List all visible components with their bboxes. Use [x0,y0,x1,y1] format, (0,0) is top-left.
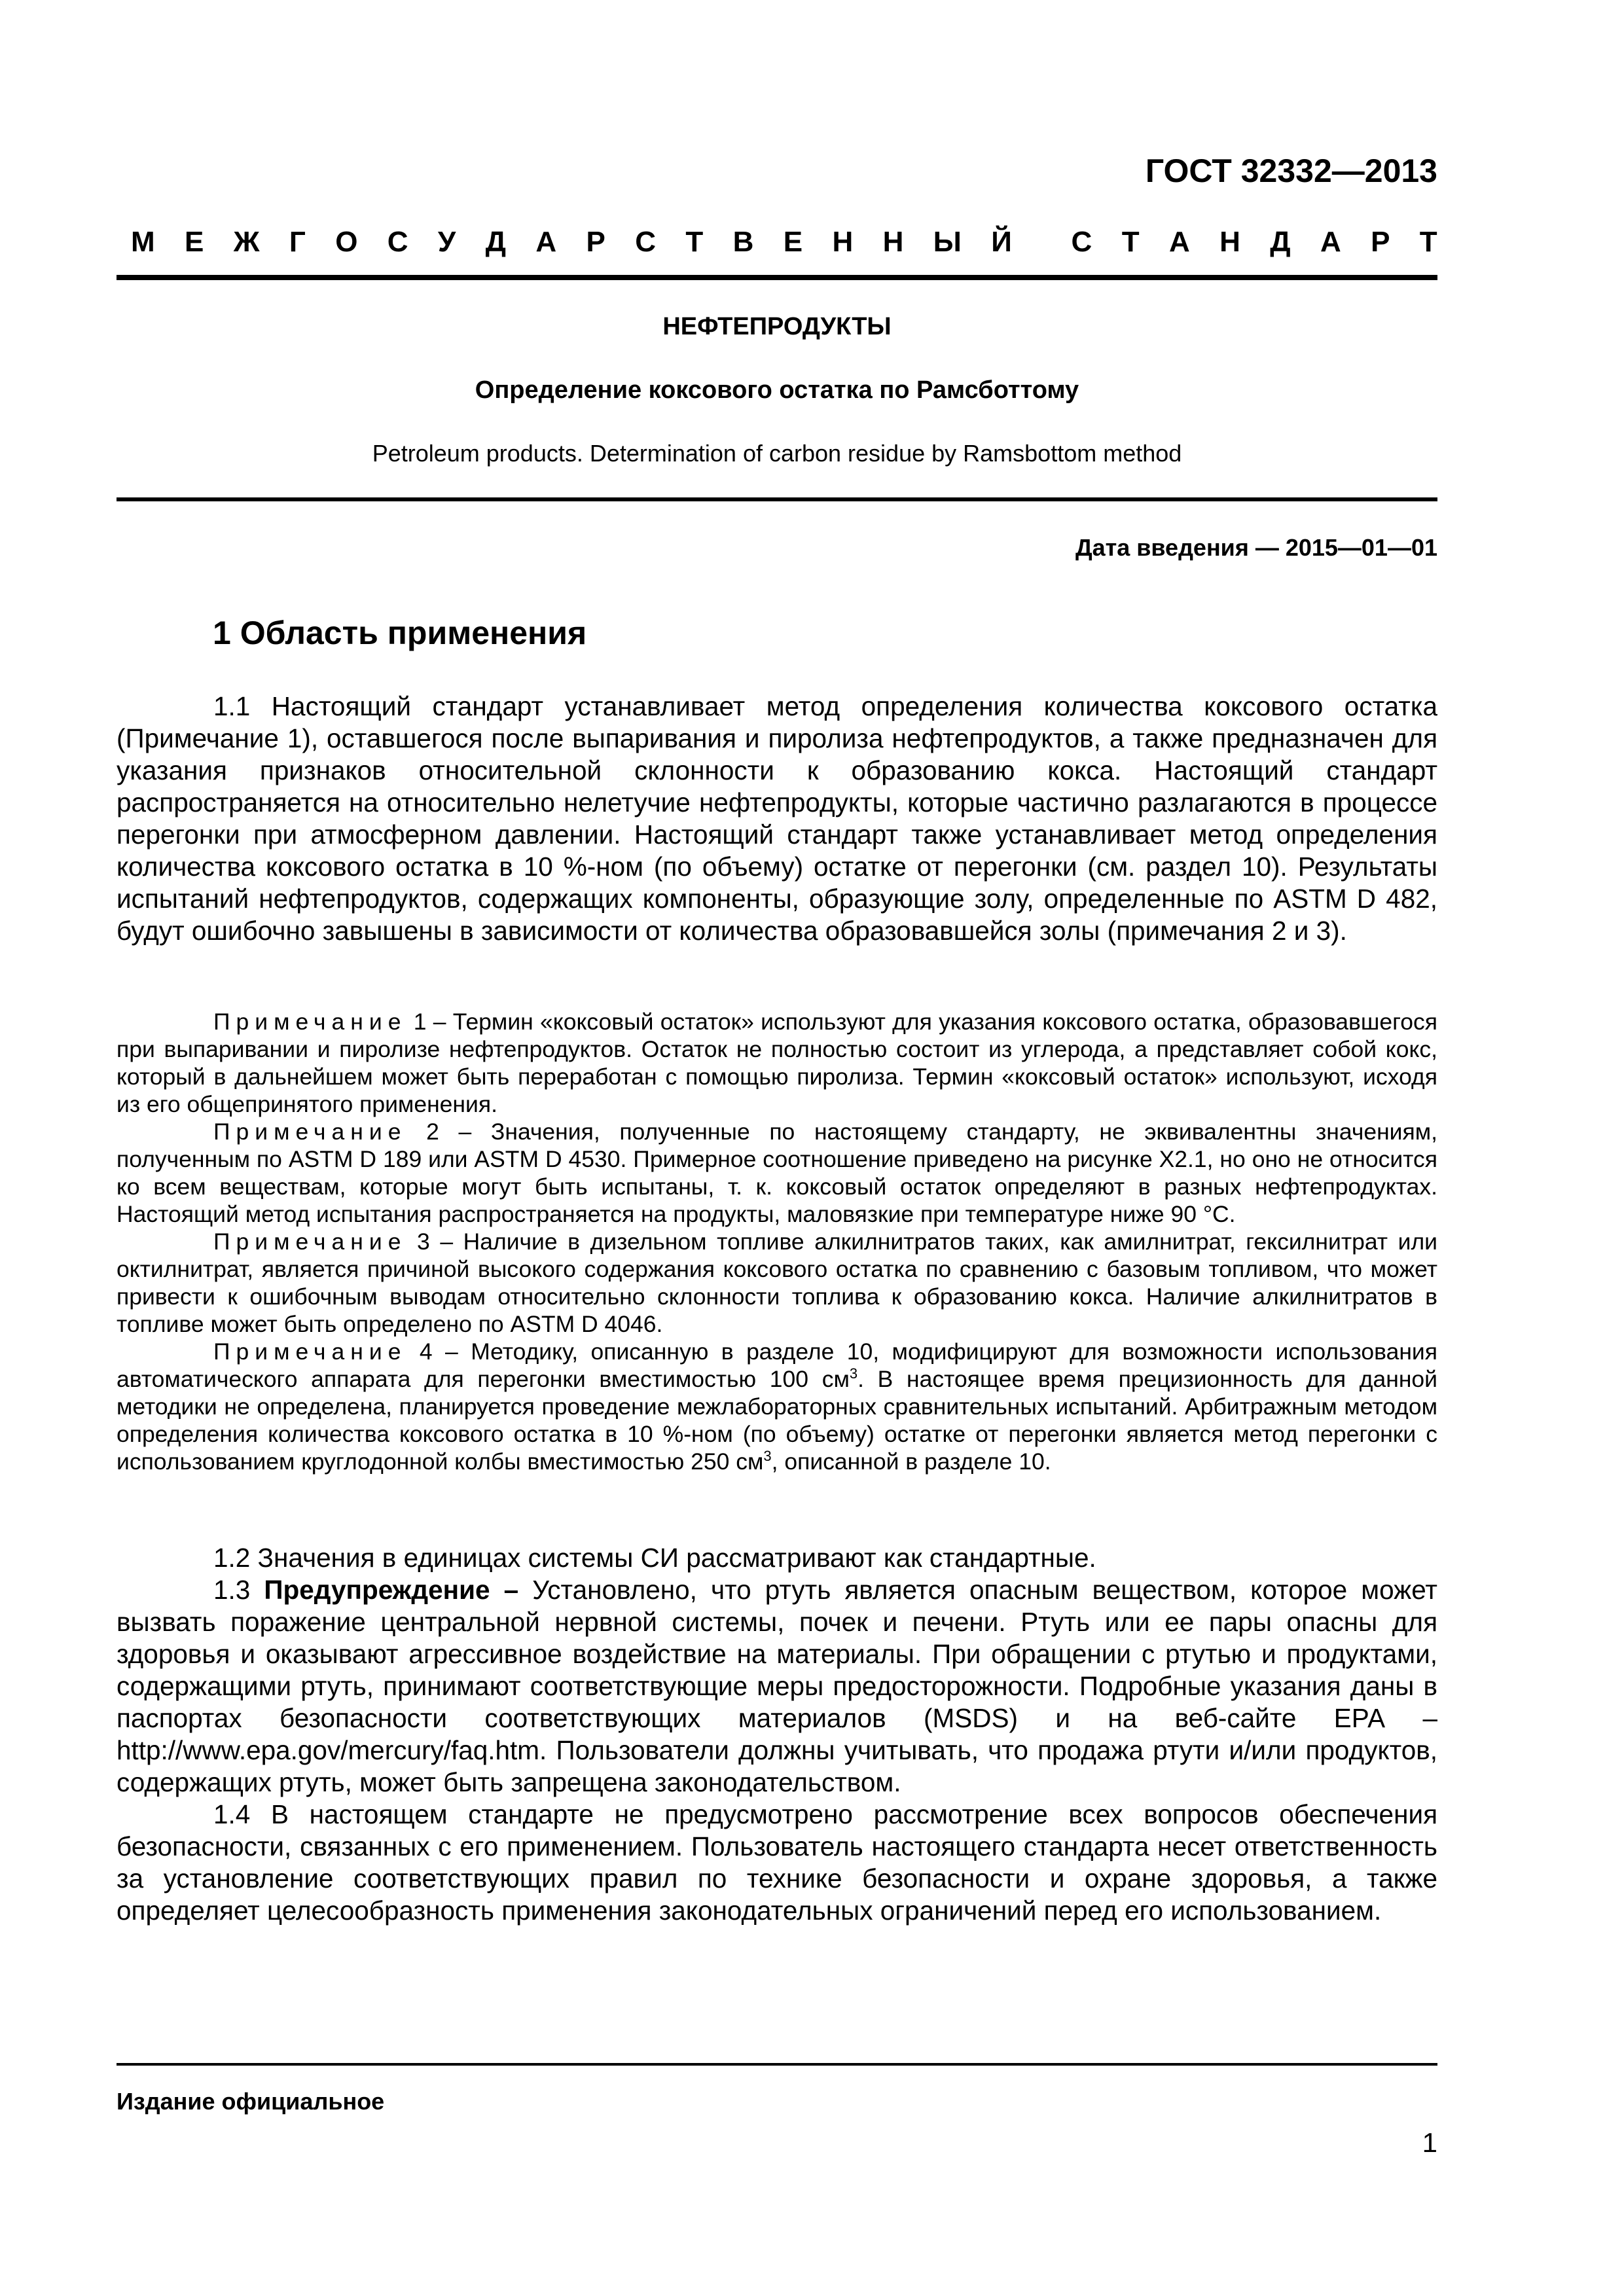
note-label: Примечание [213,1338,407,1365]
banner-letter: С [387,226,408,258]
note-4-text-a: 4 – Методику, описанную в разделе 10, модифицируют для возможности использования автоматического аппарата для перегонки вместимостью 100 см [117,1338,1437,1392]
note-4-text-c: , описанной в разделе 10. [771,1448,1051,1475]
clause-1-4-text: 1.4 В настоящем стандарте не предусмотрено рассмотрение всех вопросов обеспечения безопасности, связанных с его применением. Пользователь настоящего стандарта несет ответственность за установление соответствующих правил по технике безопасности и охране здоровья, а также определяет целесообразность применения законодательных ограничений перед его использованием. [117,1799,1437,1926]
banner-letter: Ы [933,226,962,258]
banner-letter: Й [991,226,1012,258]
note-2-text: 2 – Значения, полученные по настоящему стандарту, не эквивалентны значениям, полученным по ASTM D 189 или ASTM D 4530. Примерное соотношение приведено на рисунке Х2.1, но оно не относится ко всем веществам, которые могут быть испытаны, т. к. коксовый остаток определяют в разных нефтепродуктах. Настоящий метод испытания распространяется на продукты, маловязкие при температуре ниже 90 °С. [117,1119,1437,1227]
english-title: Petroleum products. Determination of carbon residue by Ramsbottom method [372,440,1182,467]
document-subtitle: Определение коксового остатка по Рамсботтому [475,376,1079,404]
header-rule [117,275,1437,280]
clause-1-3-number: 1.3 [213,1575,264,1605]
note-3-text: 3 – Наличие в дизельном топливе алкилнитратов таких, как амилнитрат, гексилнитрат или октилнитрат, является причиной высокого содержания коксового остатка по сравнению с базовым топливом, что может привести к ошибочным выводам относительно склонности топлива к образованию кокса. Наличие алкилнитратов в топливе может быть определено по ASTM D 4046. [117,1229,1437,1337]
banner-letter: Т [1121,226,1140,258]
note-4-text-b: . В настоящее время прецизионность для данной методики не определена, планируется проведение межлабораторных сравнительных испытаний. Арбитражным методом определения количества коксового остатка в 10 %-ном (по объему) остатке от перегонки является метод перегонки с использованием круглодонной колбы вместимостью 250 см [117,1366,1437,1475]
clauses-1-2-to-1-4 [117,1542,1437,1927]
banner-letter: Д [1270,226,1291,258]
banner-letter: О [335,226,358,258]
warning-label: Предупреждение – [264,1575,519,1605]
note-label: Примечание [213,1229,407,1255]
superscript: 3 [849,1365,858,1382]
banner-letter: Р [1371,226,1390,258]
banner-letter: А [1168,226,1190,258]
banner-letter: Т [685,226,704,258]
clause-1-1 [117,691,1437,947]
page-number: 1 [1422,2127,1437,2158]
banner-letter: Р [586,226,605,258]
notes-block [117,1008,1437,1475]
banner-letter: Т [1419,226,1437,258]
banner-letter: У [437,226,456,258]
banner-letter: М [131,226,155,258]
superscript: 3 [763,1448,772,1465]
banner-letter: Н [1219,226,1240,258]
banner-letter: Е [185,226,204,258]
title-rule [117,497,1437,501]
banner-letter: В [732,226,754,258]
footer-rule [117,2063,1437,2066]
banner-letter: Г [289,226,306,258]
note-1-text: 1 – Термин «коксовый остаток» используют для указания коксового остатка, образовавшегося при выпаривании и пиролизе нефтепродуктов. Остаток не полностью состоит из углерода, а представляет собой кокс, который в дальнейшем может быть переработан с помощью пиролиза. Термин «коксовый остаток» используют, исходя из его общепринятого применения. [117,1009,1437,1117]
banner-letter: С [1071,226,1092,258]
banner-letter: С [635,226,657,258]
note-4 [117,1338,1437,1475]
clause-1-3-text: Установлено, что ртуть является опасным веществом, которое может вызвать поражение центральной нервной системы, почек и печени. Ртуть или ее пары опасны для здоровья и оказывают агрессивное воздействие на материалы. При обращении с ртутью и продуктами, содержащими ртуть, принимают соответствующие меры предосторожности. Подробные указания даны в паспортах безопасности соответствующих материалов (MSDS) и на веб-сайте ЕРА – http://www.epa.gov/mercury/faq.htm. Пользователи должны учитывать, что продажа ртути и/или продуктов, содержащих ртуть, может быть запрещена законодательством. [117,1575,1437,1797]
section-heading: 1 Область применения [213,615,587,651]
banner-letter: Ж [233,226,260,258]
clause-1-3 [117,1574,1437,1799]
banner-letter: Д [485,226,507,258]
note-label: Примечание [213,1009,407,1035]
official-edition-label: Издание официальное [117,2088,385,2115]
document-title: НЕФТЕПРОДУКТЫ [662,313,892,340]
interstate-standard-banner [131,226,1437,272]
note-2 [117,1118,1437,1228]
introduction-date: Дата введения — 2015—01—01 [1075,534,1437,561]
banner-letter: А [535,226,557,258]
note-1 [117,1008,1437,1118]
note-3 [117,1228,1437,1338]
note-label: Примечание [213,1119,407,1145]
document-number: ГОСТ 32332—2013 [1145,152,1437,189]
banner-letter: А [1320,226,1341,258]
banner-letter: Н [882,226,904,258]
banner-letter: Е [783,226,803,258]
clause-1-1-text: 1.1 Настоящий стандарт устанавливает метод определения количества коксового остатка (Примечание 1), оставшегося после выпаривания и пиролиза нефтепродуктов, а также предназначен для указания признаков относительной склонности к образованию кокса. Настоящий стандарт распространяется на относительно нелетучие нефтепродукты, которые частично разлагаются в процессе перегонки при атмосферном давлении. Настоящий стандарт также устанавливает метод определения количества коксового остатка в 10 %-ном (по объему) остатке от перегонки (см. раздел 10). Результаты испытаний нефтепродуктов, содержащих компоненты, образующие золу, определенные по ASTM D 482, будут ошибочно завышены в зависимости от количества образовавшейся золы (примечания 2 и 3). [117,691,1437,946]
banner-letter: Н [832,226,854,258]
clause-1-2-text: 1.2 Значения в единицах системы СИ рассматривают как стандартные. [213,1543,1096,1573]
